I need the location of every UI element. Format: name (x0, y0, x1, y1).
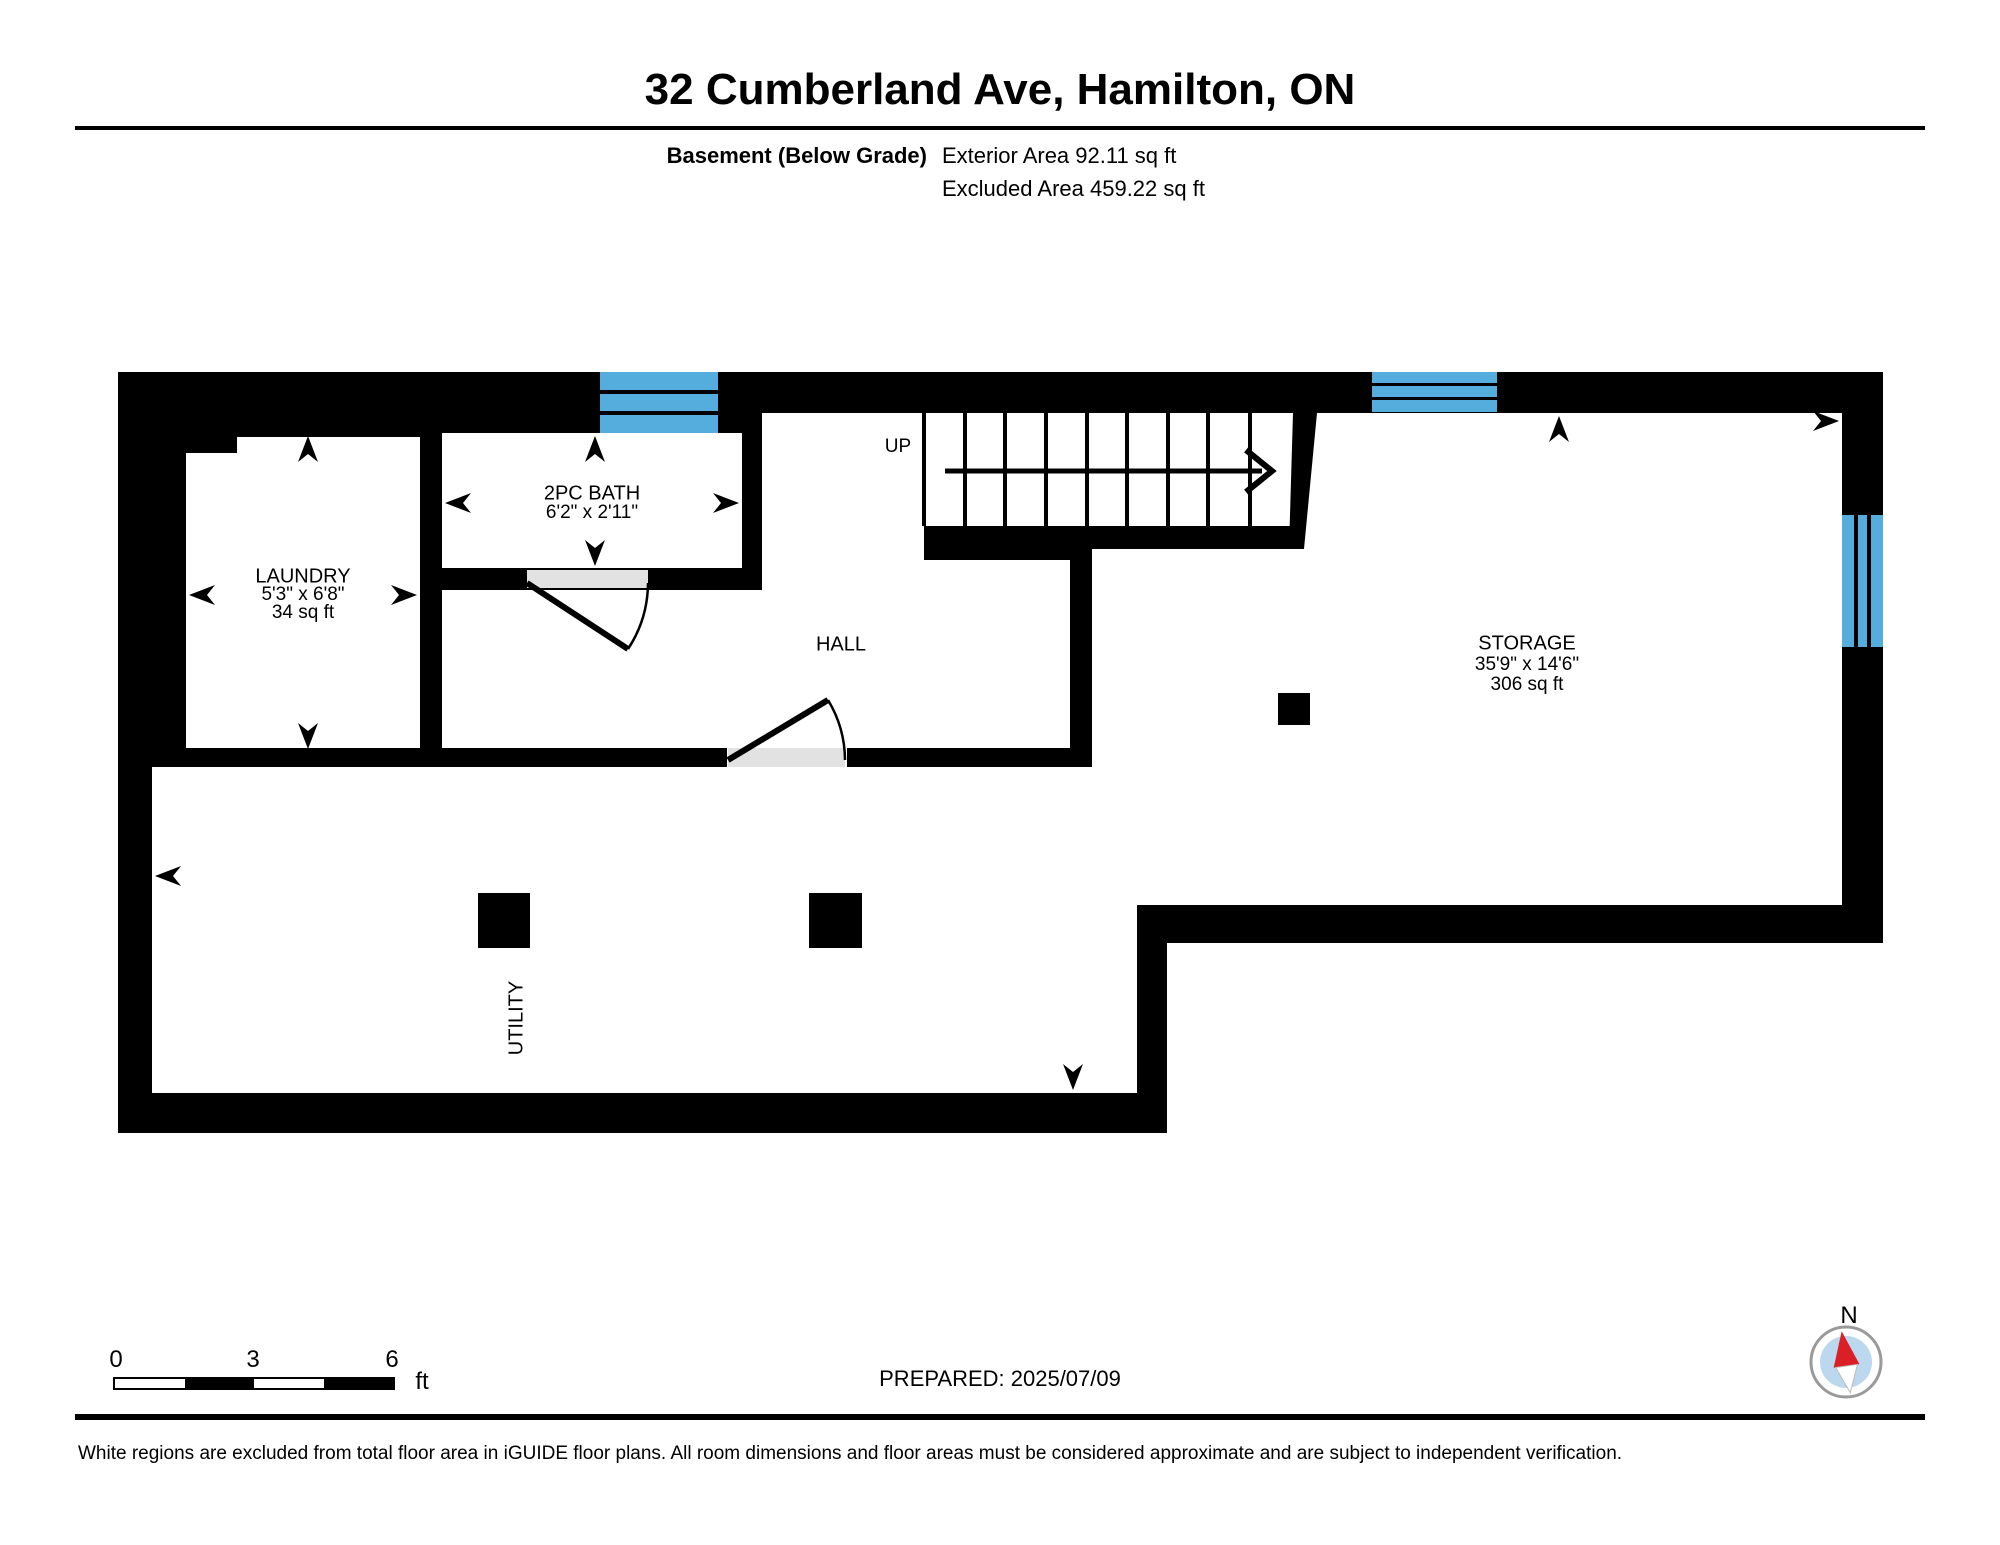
storage-area: 306 sq ft (1490, 674, 1564, 695)
laundry-label: LAUNDRY (255, 565, 351, 588)
footer-divider (75, 1414, 1925, 1420)
scale-segment (324, 1379, 394, 1388)
dim-arrow-storage-right (1813, 411, 1839, 431)
bath-door-swing-arc (628, 583, 648, 649)
dim-arrow-bath-left (445, 493, 471, 513)
scale-unit: ft (415, 1368, 429, 1395)
prepared-date: PREPARED: 2025/07/09 (879, 1366, 1121, 1391)
dim-arrow-utility-down (1063, 1064, 1083, 1090)
laundry-dims: 5'3" x 6'8" (261, 584, 345, 605)
bath-door-leaf (527, 583, 628, 649)
storage-label: STORAGE (1478, 632, 1576, 655)
hall-door-swing-arc (828, 700, 845, 760)
dim-arrow-bath-down (585, 540, 605, 566)
scale-tick-6: 6 (385, 1346, 399, 1373)
compass-rose (1811, 1327, 1881, 1397)
bath-dims: 6'2" x 2'11" (545, 502, 639, 523)
dim-arrow-bath-right (713, 493, 739, 513)
excluded-area-value: Excluded Area 459.22 sq ft (942, 176, 1205, 201)
dim-arrow-laundry-left (189, 585, 215, 605)
scale-segment (115, 1379, 185, 1388)
dim-arrow-utility-left (155, 866, 181, 886)
scale-tick-0: 0 (109, 1346, 123, 1373)
hall-door-leaf (728, 700, 828, 760)
dim-arrow-laundry-up (298, 436, 318, 462)
laundry-area: 34 sq ft (271, 602, 335, 623)
scale-segment (254, 1379, 324, 1388)
dim-arrow-laundry-down (298, 723, 318, 749)
scale-segment (185, 1379, 255, 1388)
disclaimer-text: White regions are excluded from total floor area in iGUIDE floor plans. All room dimensions and floor areas must be considered approximate and are subject to independent verification. (78, 1443, 1623, 1464)
page-title: 32 Cumberland Ave, Hamilton, ON (644, 65, 1356, 114)
stairs-up-label: UP (884, 436, 912, 457)
wall-stairs-right-slanted (1289, 413, 1317, 549)
exterior-area-value: Exterior Area 92.11 sq ft (942, 143, 1177, 168)
hall-label: HALL (815, 633, 867, 656)
storage-dims: 35'9" x 14'6" (1474, 654, 1580, 675)
dim-arrow-laundry-right (391, 585, 417, 605)
dim-arrow-storage-up (1549, 416, 1569, 442)
bath-label: 2PC BATH (543, 482, 641, 505)
scale-tick-3: 3 (246, 1346, 260, 1373)
scale-bar (113, 1377, 395, 1390)
dim-arrow-bath-up (585, 436, 605, 462)
floor-label: Basement (Below Grade) (666, 143, 927, 168)
utility-label: UTILITY (505, 980, 528, 1056)
compass-north-label: N (1840, 1302, 1858, 1329)
